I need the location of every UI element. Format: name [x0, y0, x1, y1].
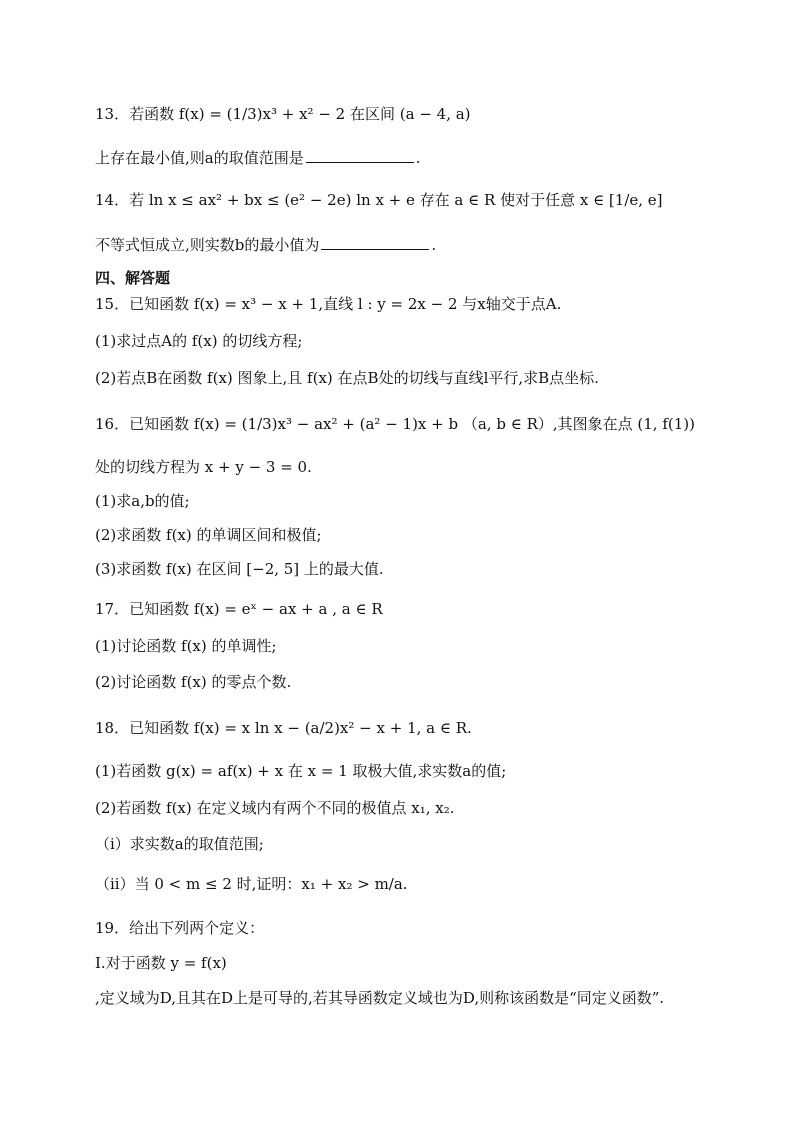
line-text: (2)求函数 f(x) 的单调区间和极值; [95, 526, 322, 544]
line-text: 上存在最小值,则a的取值范围是 [95, 149, 304, 167]
text-line-q17-1 [95, 634, 724, 658]
answer-blank[interactable] [306, 148, 414, 163]
line-text: 19．给出下列两个定义： [95, 919, 265, 937]
line-text: 14．若 ln x ≤ ax² + bx ≤ (e² − 2e) ln x + e 存在 a ∈ R 使对于任意 x ∈ [1/e, e] [95, 191, 663, 209]
line-text: (1)求a,b的值; [95, 492, 190, 510]
line-text: 不等式恒成立,则实数b的最小值为 [95, 236, 320, 254]
text-line-q19 [95, 916, 724, 940]
text-line-q19-I2 [95, 986, 724, 1010]
text-line-q17-2 [95, 670, 724, 694]
text-line-q18 [95, 716, 724, 740]
line-text: (1)若函数 g(x) = af(x) + x 在 x = 1 取极大值,求实数a的值; [95, 762, 507, 780]
text-line-q16-2 [95, 523, 724, 547]
text-line-sec4 [95, 266, 724, 290]
text-line-q18-2 [95, 796, 724, 820]
text-line-q15-1 [95, 329, 724, 353]
text-line-q16-3 [95, 557, 724, 581]
text-line-q16-1 [95, 489, 724, 513]
text-line-q18-ii [95, 872, 724, 896]
answer-blank[interactable] [321, 235, 429, 250]
line-text: 处的切线方程为 x + y − 3 = 0. [95, 458, 312, 476]
text-line-q14b [95, 233, 724, 257]
text-line-q16b [95, 455, 724, 479]
text-line-q18-1 [95, 759, 724, 783]
line-text: (3)求函数 f(x) 在区间 [−2, 5] 上的最大值. [95, 560, 384, 578]
line-text: 17．已知函数 f(x) = eˣ − ax + a , a ∈ R [95, 600, 383, 618]
text-line-q17 [95, 597, 724, 621]
text-line-q14a [95, 188, 724, 212]
text-line-q15-2 [95, 366, 724, 390]
line-text: 18．已知函数 f(x) = x ln x − (a/2)x² − x + 1, a ∈ R. [95, 719, 472, 737]
line-text: (1)讨论函数 f(x) 的单调性; [95, 637, 277, 655]
line-text: (2)若点B在函数 f(x) 图象上,且 f(x) 在点B处的切线与直线l平行,求B点坐标. [95, 369, 599, 387]
line-text: 四、解答题 [95, 269, 171, 287]
line-text: （i）求实数a的取值范围; [95, 835, 264, 853]
text-line-q19-I [95, 951, 724, 975]
text-line-q18-i [95, 832, 724, 856]
line-tail: . [431, 236, 437, 254]
line-text: (2)若函数 f(x) 在定义域内有两个不同的极值点 x₁, x₂. [95, 799, 455, 817]
line-text: 16．已知函数 f(x) = (1/3)x³ − ax² + (a² − 1)x + b （a, b ∈ R）,其图象在点 (1, f(1)) [95, 415, 695, 433]
text-line-q13b [95, 146, 724, 170]
line-text: (2)讨论函数 f(x) 的零点个数. [95, 673, 292, 691]
line-text: (1)求过点A的 f(x) 的切线方程; [95, 332, 303, 350]
line-tail: . [415, 149, 421, 167]
line-text: 13．若函数 f(x) = (1/3)x³ + x² − 2 在区间 (a − 4, a) [95, 105, 471, 123]
text-line-q13a [95, 102, 724, 126]
line-text: I.对于函数 y = f(x) [95, 954, 227, 972]
line-text: 15．已知函数 f(x) = x³ − x + 1,直线 l : y = 2x − 2 与x轴交于点A. [95, 295, 562, 313]
line-text: （ii）当 0 < m ≤ 2 时,证明：x₁ + x₂ > m/a. [95, 875, 408, 893]
text-line-q16 [95, 412, 724, 436]
line-text: ,定义域为D,且其在D上是可导的,若其导函数定义域也为D,则称该函数是“同定义函数”. [95, 989, 665, 1007]
text-line-q15 [95, 292, 724, 316]
